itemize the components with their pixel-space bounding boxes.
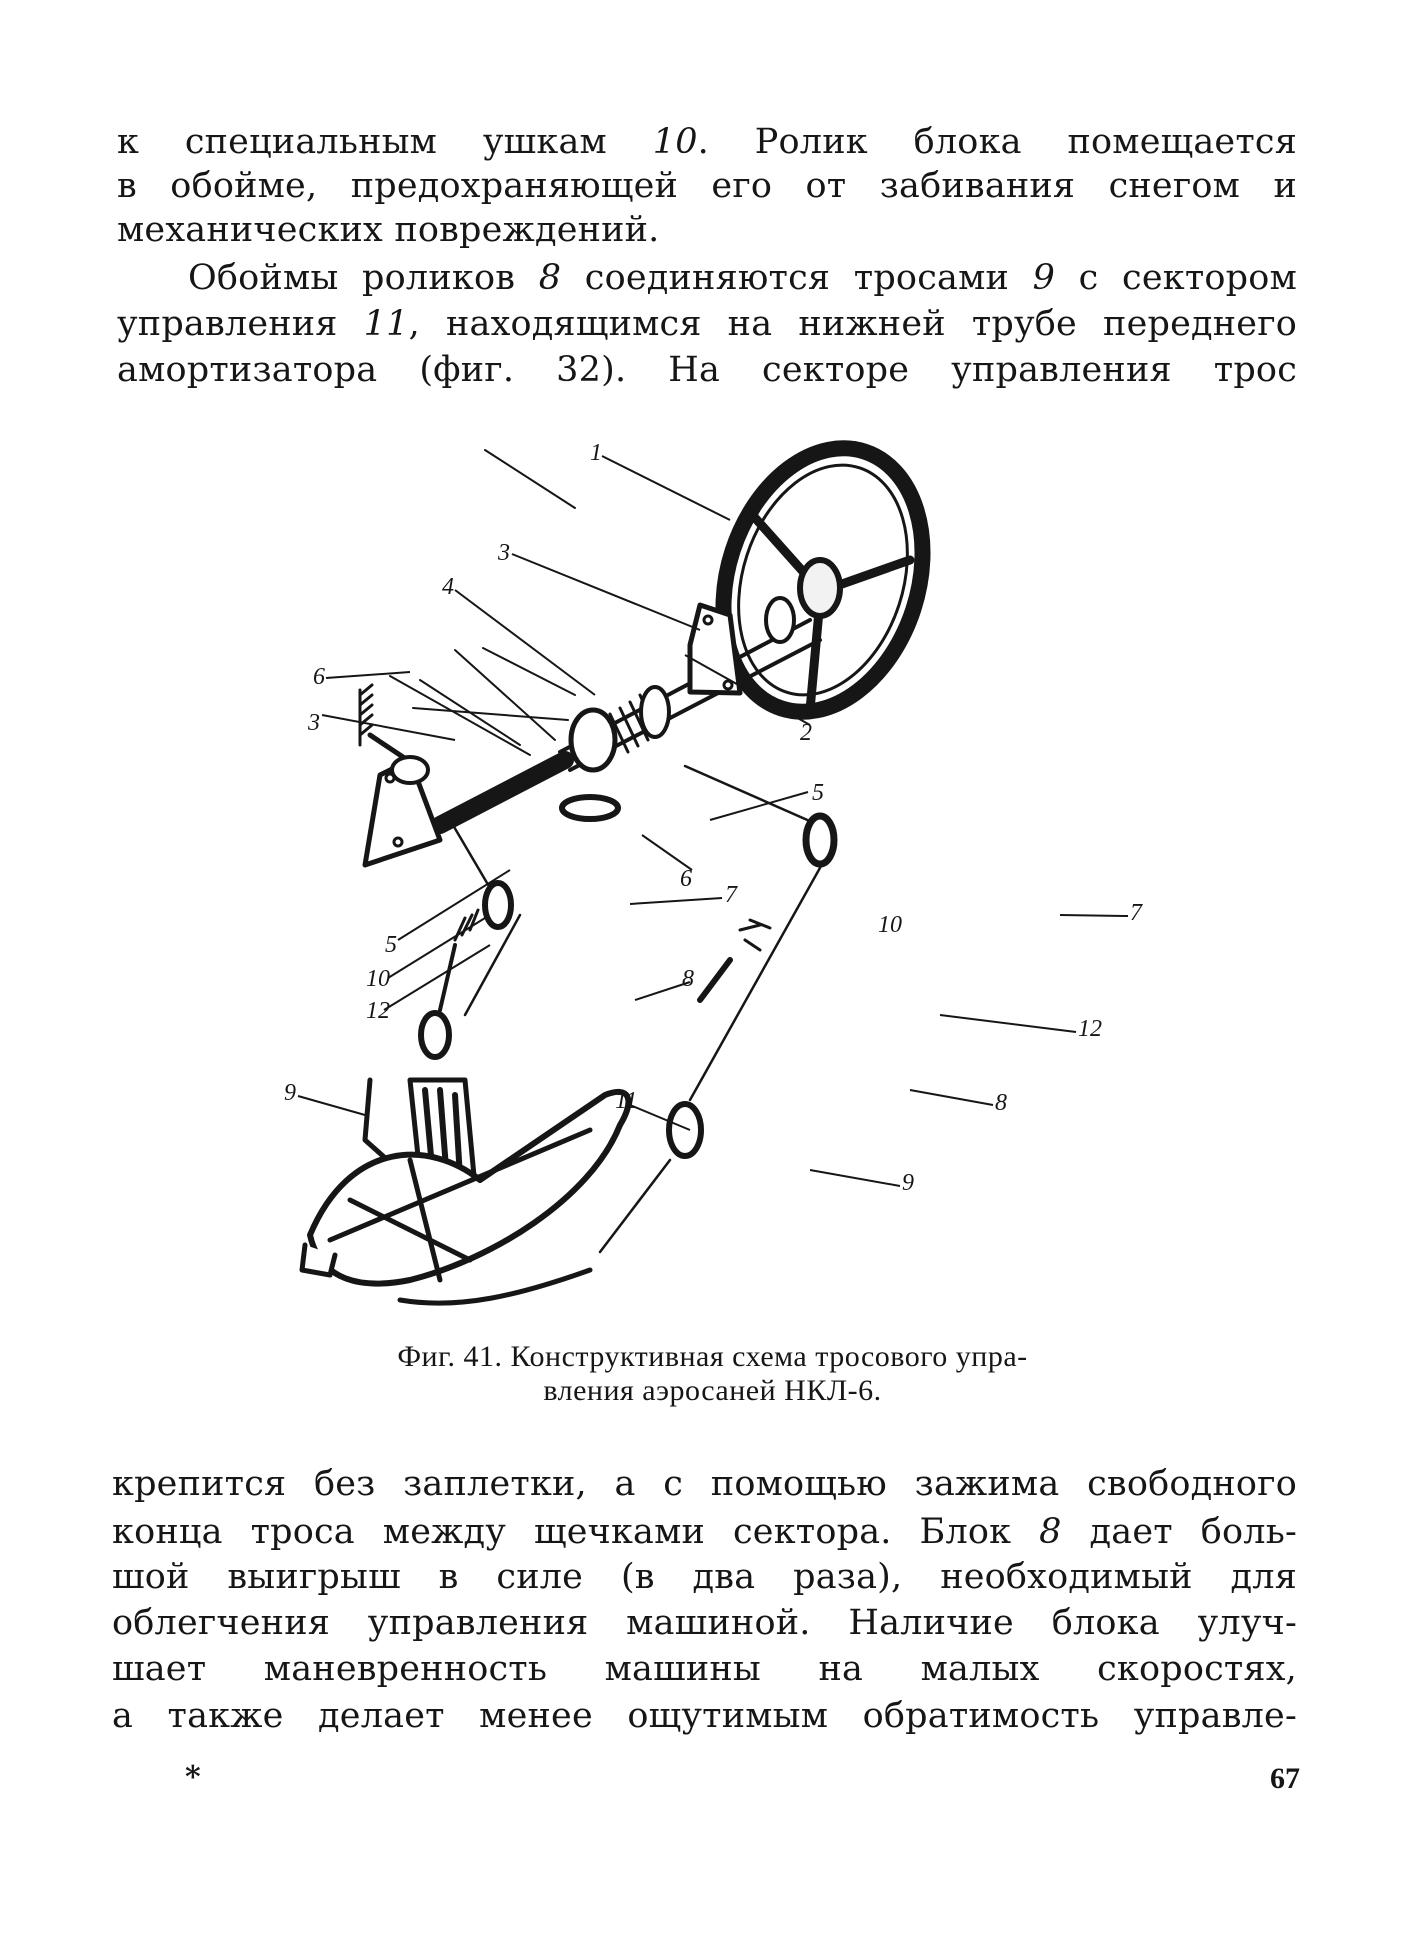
label-9-left: 9 [284, 1080, 296, 1106]
label-9-right: 9 [902, 1170, 914, 1196]
label-5-left: 5 [385, 932, 397, 958]
text-line-3: механических повреждений. [117, 210, 660, 250]
label-5-right: 5 [812, 780, 824, 806]
label-2: 2 [800, 720, 812, 746]
footer-asterisk: * [185, 1760, 201, 1795]
label-10-left: 10 [366, 966, 390, 992]
text-line-1: к специальным ушкам 10. Ролик блока помещается [117, 122, 1297, 162]
label-3-lower: 3 [308, 710, 320, 736]
text-line-8: конца троса между щечками сектора. Блок 8 дает боль- [112, 1512, 1297, 1552]
text-line-7: крепится без заплетки, а с помощью зажима свободного [112, 1464, 1297, 1504]
label-8-right: 8 [995, 1090, 1007, 1116]
page-number: 67 [1270, 1762, 1300, 1795]
text-line-5: управления 11, находящимся на нижней трубе переднего [117, 304, 1297, 344]
label-6-right: 6 [680, 866, 692, 892]
text-line-2: в обойме, предохраняющей его от забивания снегом и [117, 166, 1297, 206]
text-line-9: шой выигрыш в силе (в два раза), необходимый для [112, 1557, 1297, 1597]
label-10-right: 10 [878, 912, 902, 938]
text-line-10: облегчения управления машиной. Наличие блока улуч- [112, 1603, 1297, 1643]
figure-caption-line-2: вления аэросаней НКЛ-6. [543, 1374, 882, 1407]
label-4: 4 [442, 574, 454, 600]
figure-caption-line-1: Фиг. 41. Конструктивная схема тросового упра- [397, 1340, 1028, 1373]
text-line-6: амортизатора (фиг. 32). На секторе управления трос [117, 350, 1297, 390]
label-12-left: 12 [366, 998, 390, 1024]
text-line-11: шает маневренность машины на малых скоростях, [112, 1649, 1297, 1689]
label-1: 1 [590, 440, 602, 466]
label-12-right: 12 [1078, 1016, 1102, 1042]
label-11: 11 [615, 1088, 638, 1114]
label-8-left: 8 [682, 966, 694, 992]
text-line-12: а также делает менее ощутимым обратимость управле- [112, 1696, 1297, 1736]
text-line-4: Обоймы роликов 8 соединяются тросами 9 с сектором [188, 258, 1297, 298]
label-3: 3 [498, 540, 510, 566]
label-7-right: 7 [1130, 900, 1142, 926]
label-7-left: 7 [725, 882, 737, 908]
label-leader-lines [290, 440, 1140, 1320]
label-6-left: 6 [313, 664, 325, 690]
